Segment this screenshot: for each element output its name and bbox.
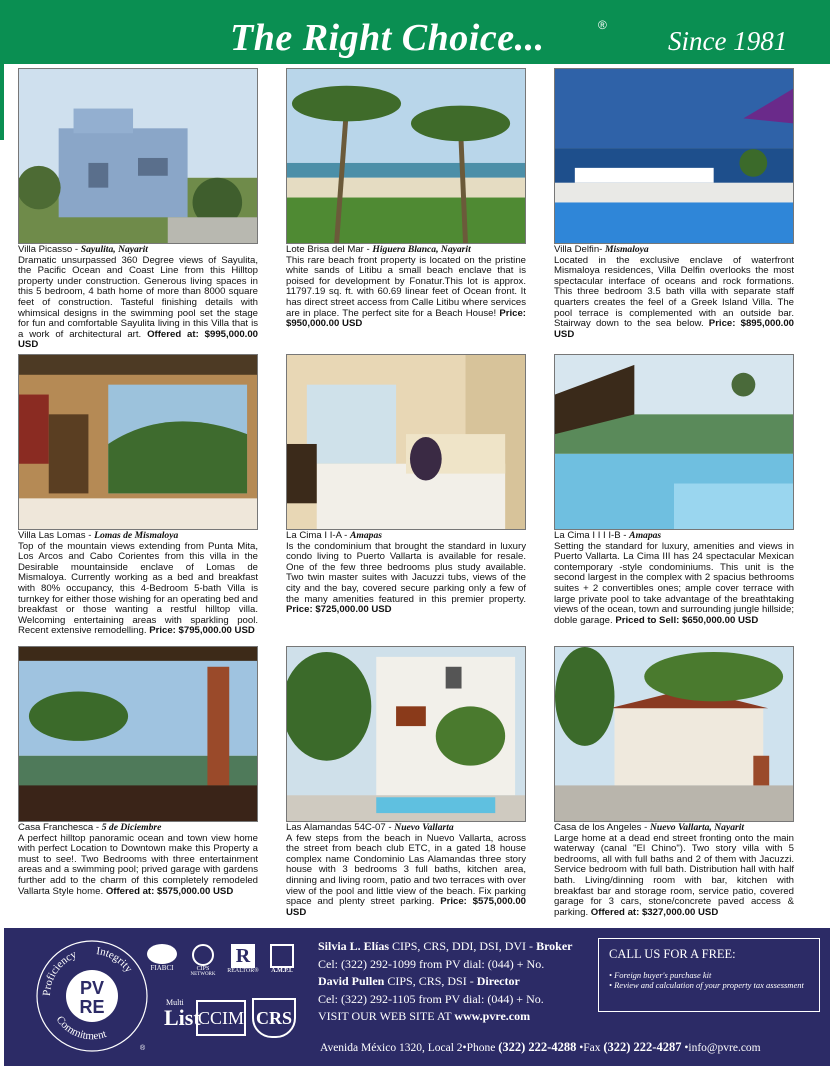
email-link[interactable]: info@pvre.com [688,1042,761,1054]
listing-photo[interactable] [286,354,526,530]
free-offer-box [598,938,820,1012]
left-accent-bar [0,64,4,140]
website-line: VISIT OUR WEB SITE AT www.pvre.com [318,1009,531,1023]
listing-casa-franchesca[interactable] [18,646,258,897]
listing-photo[interactable] [18,68,258,244]
listing-villa-delfin[interactable] [554,68,794,340]
ampi-logo: A.M.P.I. [264,944,300,978]
listing-casa-de-los-angeles[interactable] [554,646,794,918]
realtor-logo: R REALTOR® [227,945,259,974]
crs-logo: CRS [252,998,296,1038]
listing-caption: Villa Picasso - Sayulita, Nayarit Dramatic unsurpassed 360 Degree views of Sayulita, the Pacific Ocean and Coast Line from this Hilltop property under construction. Generous living spaces in this 5 bedroom, 4 bath home of more than 8000 square feet of construction. Tasteful finishing details with whimsical designs in the swimming pool set the stage for fun and comfortable Sayulita living in this Villa that is a work of architectural art. Offered at: $995,000.00 USD [18,244,258,351]
listing-photo[interactable] [18,646,258,822]
listing-photo[interactable] [554,354,794,530]
listing-photo[interactable] [554,68,794,244]
listing-las-alamandas[interactable] [286,646,526,918]
listing-caption: La Cima I I-A - Amapas Is the condominium that brought the standard in luxury condo living to Puerto Vallarta is available for resale. One of the few three bedrooms plus study available. Two twin master suites with Jacuzzi tubs, views of the city and the bay, covered secure parking only a few of the many amenities featured in this premier property. Price: $725,000.00 USD [286,530,526,616]
listing-caption: La Cima I I I I-B - Amapas Setting the standard for luxury, amenities and views in Puerto Vallarta. La Cima III has 24 spectacular Mexican contemporary -style condominiums. This unit is the second largest in the complex with 2 spacius bethrooms suites + 2 convertibles ones; ample cover terrace with large private pool to take advantage of the breathtaking views of the ocean, town and surrounding jungle hillside; doble garage. Priced to Sell: $650,000.00 USD [554,530,794,626]
header-banner [0,0,830,64]
multilist-logo: Multi List [164,998,201,1030]
listing-la-cima-iiii-b[interactable] [554,354,794,626]
broker-line: Silvia L. Elías CIPS, CRS, DDI, DSI, DVI - Broker [318,939,573,953]
listing-photo[interactable] [554,646,794,822]
association-logos [144,944,314,1054]
svg-text:RE: RE [79,997,105,1017]
listing-caption: Lote Brisa del Mar - Higuera Blanca, Nayarit This rare beach front property is located on the pristine white sands of Litibu a small beach enclave that is poised for development by Fonatur.This lot is approx. 11797.19 sq. ft. with 60.69 linear feet of Ocean front. It has direct street access from Calle Litibu where services are in place. The perfect site for a Beach House! Price: $950,000.00 USD [286,244,526,330]
listing-villa-las-lomas[interactable] [18,354,258,637]
director-line: David Pullen CIPS, CRS, DSI - Director [318,974,520,988]
registered-mark: ® [598,18,607,32]
svg-text:Commitment: Commitment [53,1013,108,1043]
address-line: Avenida México 1320, Local 2•Phone (322) 222-4288 •Fax (322) 222-4287 •info@pvre.com [320,1040,761,1054]
footer-contact-panel [4,928,830,1066]
broker-cel: Cel: (322) 292-1099 from PV dial: (044) + No. [318,956,545,971]
free-offer-item: • Review and calculation of your property tax assessment [609,980,804,990]
since-year: Since 1981 [668,26,788,56]
listing-photo[interactable] [286,68,526,244]
svg-text:Proficiency: Proficiency [40,948,79,997]
listing-caption: Las Alamandas 54C-07 - Nuevo Vallarta A few steps from the beach in Nuevo Vallarta, across the street from beach club ETC, in a gated 18 house complex name Condominio Las Alamandas three story house with 3 bedrooms 3 full baths, kitchen area, dinning and living room, patio and two terraces with over view of the pool and little view of the beach. Fix parking space and plenty street parking. Price: $575,000.00 USD [286,822,526,918]
director-cel: Cel: (322) 292-1105 from PV dial: (044) + No. [318,991,544,1006]
ccim-logo: CCIM [196,1000,246,1036]
contact-block [318,938,573,1026]
listing-villa-picasso[interactable] [18,68,258,351]
listing-caption: Casa Franchesca - 5 de Diciembre A perfect hilltop panoramic ocean and town view home with perfect Location to Downtown make this Property a must to see!. Two Bedrooms with three entertainment areas and a swimming pool; prived garage with gardens further add to the charm of this completely remodeled Vallarta Style home. Offered at: $575,000.00 USD [18,822,258,897]
listing-photo[interactable] [18,354,258,530]
website-link[interactable]: www.pvre.com [454,1009,531,1023]
svg-text:PV: PV [79,978,105,998]
listing-caption: Villa Las Lomas - Lomas de Mismaloya Top of the mountain views extending from Punta Mita, Los Arcos and Cabo Corientes from this villa in the Desirable mountainside enclave of Lomas de Mismaloya. Currently working as a bed and breakfast with 80% occupancy, this 4-Bedroom 5-bath Villa is turnkey for either those wishing for an operating bed and breakfast or those wanting a restful hilltop villa. Welcoming entertaining areas with sparkling pool. Recent extensive remodelling. Price: $795,000.00 USD [18,530,258,637]
listing-caption: Villa Delfin- Mismaloya Located in the exclusive enclave of waterfront Mismaloya residences, Villa Delfin overlooks the most spectacular interface of oceans and rock formations. This three bedroom 3.5 bath villa with separate staff quarters creates the feel of a Greek Island Villa. The pool terrace is complemented with an outside bar. Stairway down to the sea below. Price: $895,000.00 USD [554,244,794,340]
pvre-seal-logo [34,938,150,1054]
fiabci-logo: FIABCI [144,944,180,974]
phone-number[interactable]: (322) 222-4288 [498,1040,577,1054]
cips-logo: CIPS NETWORK [186,944,220,978]
svg-text:®: ® [140,1045,146,1052]
free-offer-title: CALL US FOR A FREE: [609,947,736,961]
listing-caption: Casa de los Angeles - Nuevo Vallarta, Nayarit Large home at a dead end street fronting onto the main waterway (canal "El Chino"). Two story villa with 5 bedrooms, all with full baths and 2 of them with Jacuzzi. Service bedroom with full bath. Distribution hall with half bath. Living/dinning room with bar, kitchen with breakfast bar and storage room, service patio, covered garage for 3 cars, stone/concrete paved access & parking. Offered at: $327,000.00 USD [554,822,794,918]
listing-la-cima-ii-a[interactable] [286,354,526,616]
page-title: The Right Choice... [230,17,545,59]
fax-number: (322) 222-4287 [603,1040,682,1054]
listing-lote-brisa-del-mar[interactable] [286,68,526,330]
svg-text:Integrity: Integrity [95,945,135,975]
free-offer-item: • Foreign buyer's purchase kit [609,970,712,980]
listing-photo[interactable] [286,646,526,822]
